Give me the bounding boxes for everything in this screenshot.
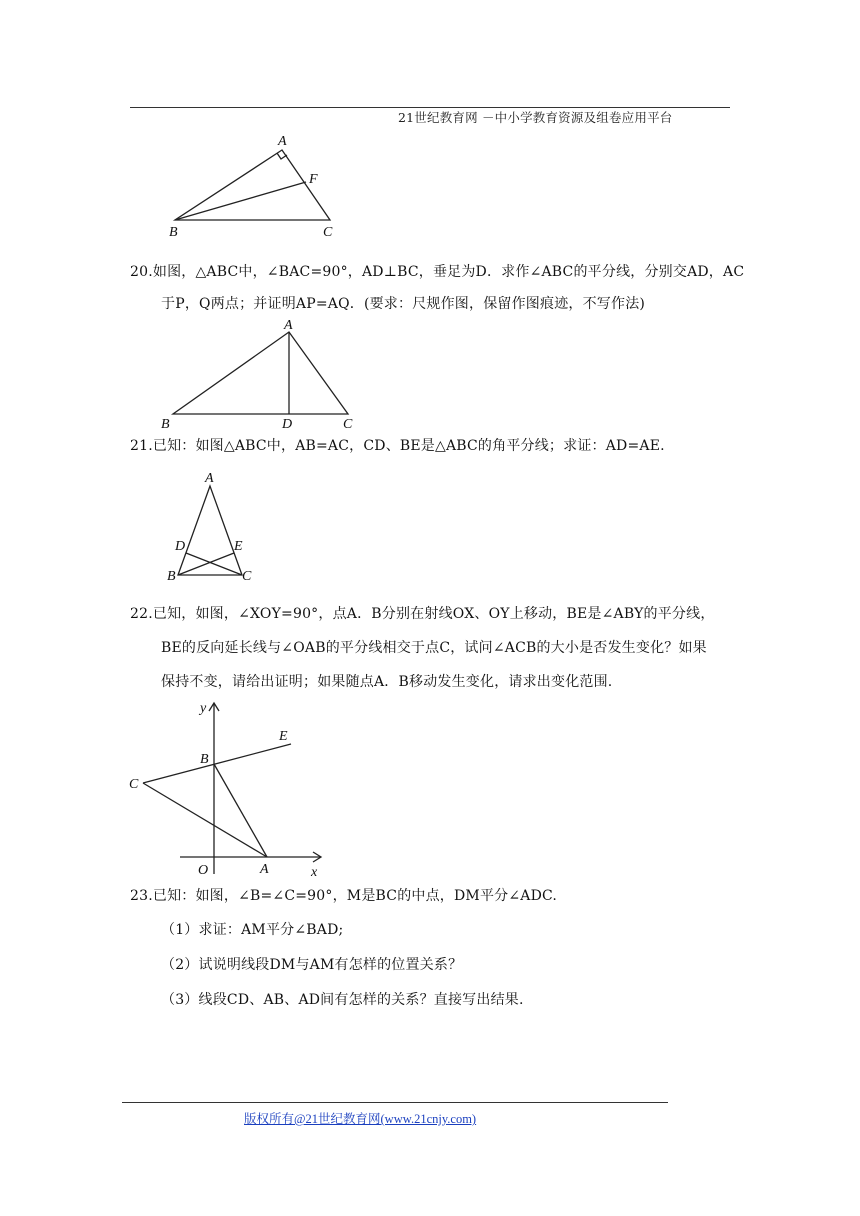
problem-22-line-2: BE的反向延长线与∠OAB的平分线相交于点C，试问∠ACB的大小是否发生变化？如果 [161,640,707,656]
label-c: C [323,225,333,240]
problem-23-line-1: 23.已知：如图，∠B=∠C=90°，M是BC的中点，DM平分∠ADC. [130,888,558,904]
label-x: x [311,865,318,880]
label-b: B [167,569,176,584]
problem-22-line-3: 保持不变，请给出证明；如果随点A．B移动发生变化，请求出变化范围. [161,674,613,690]
triangle-abc [173,332,348,414]
label-c: C [343,417,353,432]
label-o: O [198,863,209,878]
problem-22-line-1: 22.已知，如图，∠XOY=90°，点A．B分别在射线OX、OY上移动，BE是∠ABY的平分线， [130,606,715,622]
footer-rule [122,1102,668,1103]
triangle-abc [178,486,242,575]
segment-ba [214,764,267,857]
ray-ce [143,744,291,783]
figure-19-triangle [160,128,350,243]
label-d: D [175,539,186,554]
figure-21-triangle [160,468,260,586]
figure-20-triangle [155,314,370,432]
triangle-abc [175,150,330,220]
bisector-cd [186,553,242,575]
label-c: C [242,569,252,584]
label-b: B [169,225,178,240]
label-a: A [284,318,293,333]
label-f: F [309,172,318,187]
label-e: E [279,729,288,744]
label-b: B [200,752,209,767]
label-a: A [260,862,269,877]
label-a: A [278,134,287,149]
problem-20-line-2: 于P，Q两点；并证明AP=AQ．(要求：尺规作图，保留作图痕迹，不写作法) [161,296,646,312]
copyright-link[interactable]: 版权所有@21世纪教育网(www.21cnjy.com) [244,1112,477,1126]
label-b: B [161,417,170,432]
problem-23-question-1: （1）求证：AM平分∠BAD; [161,922,344,938]
label-y: y [200,701,207,716]
header-site-name: 21世纪教育网 －中小学教育资源及组卷应用平台 [398,110,673,125]
label-a: A [205,471,214,486]
bisector-be [178,553,234,575]
problem-23-question-2: （2）试说明线段DM与AM有怎样的位置关系？ [161,957,463,973]
label-d: D [282,417,293,432]
right-angle-mark [277,153,287,159]
segment-ca [143,783,267,857]
label-c: C [129,777,139,792]
problem-20-line-1: 20.如图，△ABC中，∠BAC=90°，AD⊥BC，垂足为D．求作∠ABC的平分线，分别交AD，AC [130,264,745,280]
problem-23-question-3: （3）线段CD、AB、AD间有怎样的关系？直接写出结果. [161,992,524,1008]
figure-22-axes [125,696,330,881]
problem-21-line-1: 21.已知：如图△ABC中，AB=AC，CD、BE是△ABC的角平分线；求证：AD=AE. [130,438,665,454]
segment-bf [175,182,306,220]
label-e: E [234,539,243,554]
